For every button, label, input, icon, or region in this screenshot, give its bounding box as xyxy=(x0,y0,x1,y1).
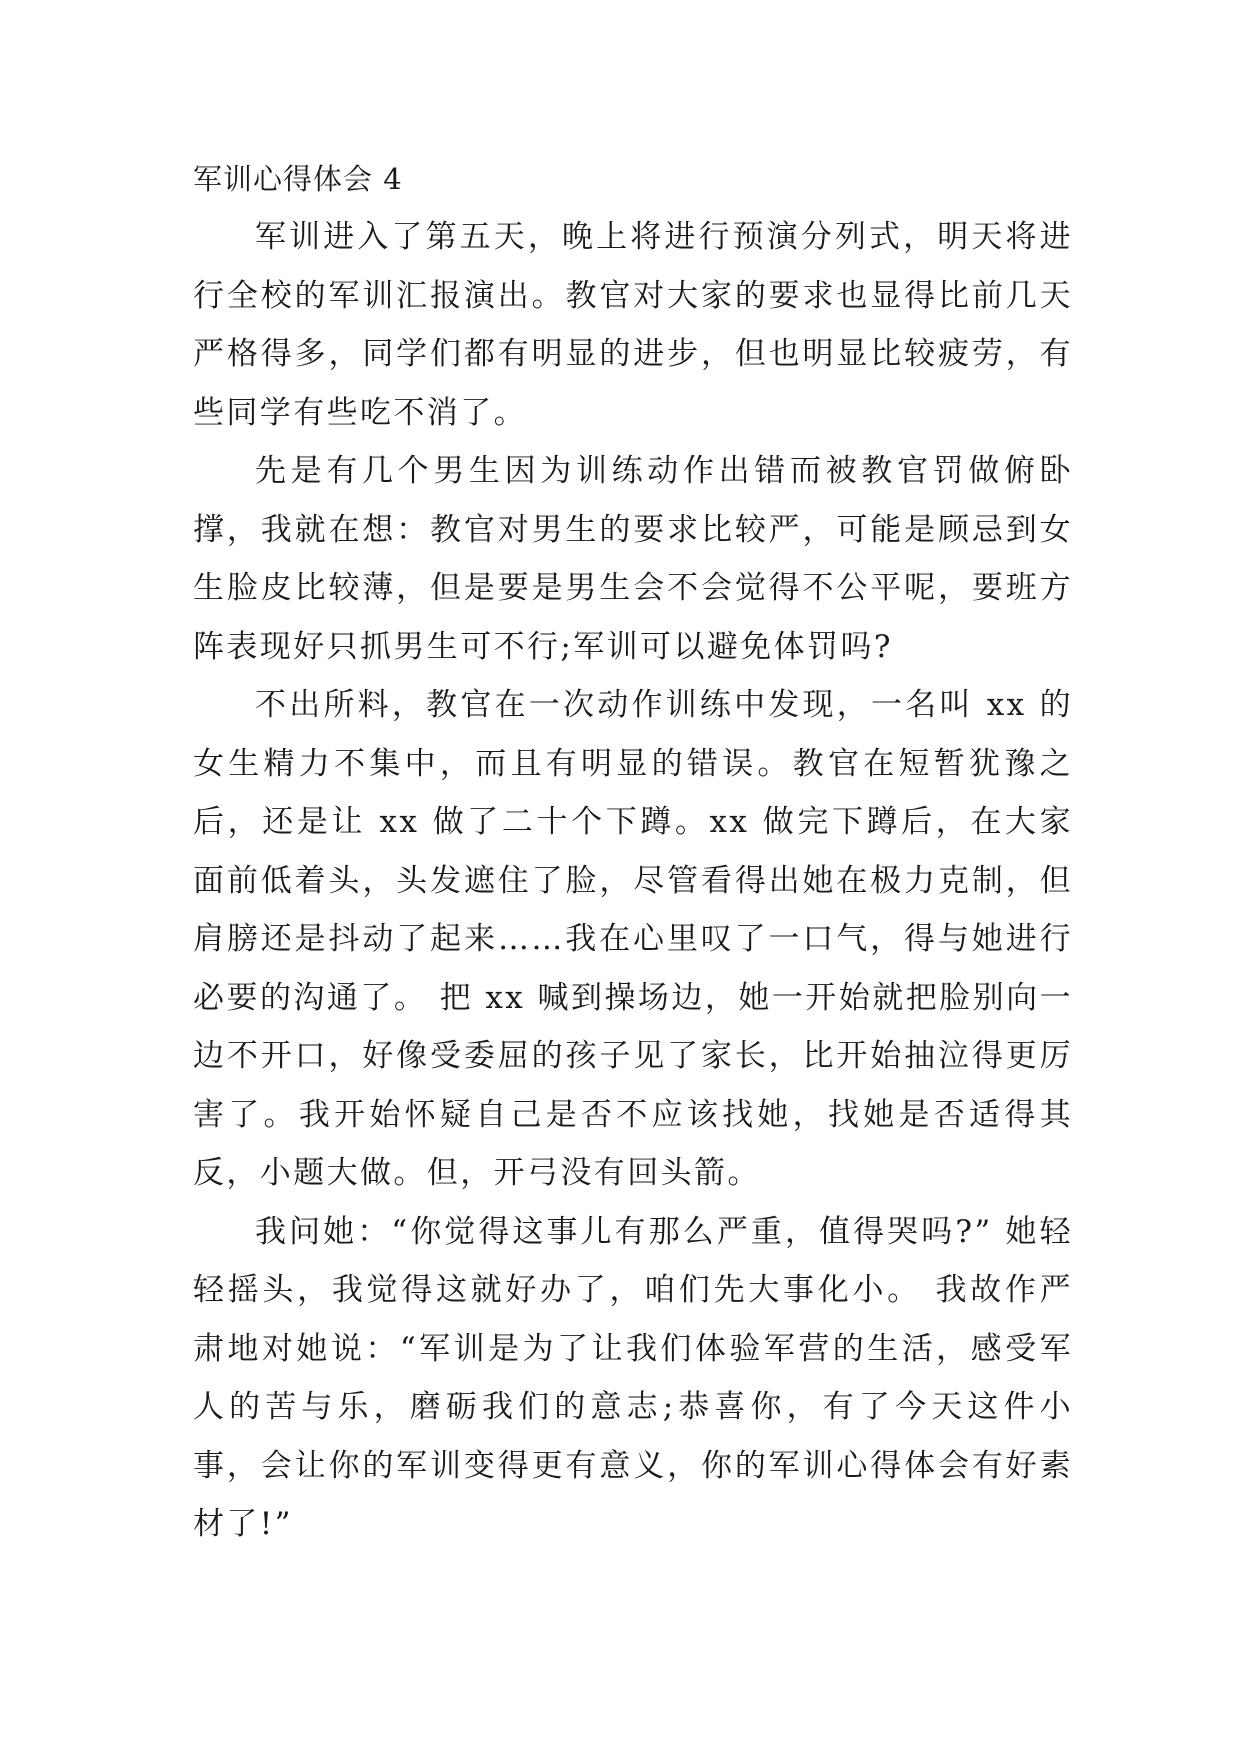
paragraph-2: 先是有几个男生因为训练动作出错而被教官罚做俯卧撑，我就在想：教官对男生的要求比较严，可能是顾忌到女生脸皮比较薄，但是要是男生会不会觉得不公平呢，要班方阵表现好只抓男生可不行;军训可以避免体罚吗? xyxy=(193,453,1073,665)
paragraph-3: 不出所料，教官在一次动作训练中发现，一名叫 xx 的女生精力不集中，而且有明显的错误。教官在短暂犹豫之后，还是让 xx 做了二十个下蹲。xx 做完下蹲后，在大家面前低着头，头发遮住了脸，尽管看得出她在极力克制，但肩膀还是抖动了起来……我在心里叹了一口气，得与她进行必要的沟通了。 把 xx 喊到操场边，她一开始就把脸别向一边不开口，好像受委屈的孩子见了家长，比开始抽泣得更厉害了。我开始怀疑自己是否不应该找她，找她是否适得其反，小题大做。但，开弓没有回头箭。 xyxy=(193,687,1073,1191)
paragraph-1: 军训进入了第五天，晚上将进行预演分列式，明天将进行全校的军训汇报演出。教官对大家的要求也显得比前几天严格得多，同学们都有明显的进步，但也明显比较疲劳，有些同学有些吃不消了。 xyxy=(193,219,1073,431)
document-body xyxy=(193,150,1073,1554)
document-title: 军训心得体会 4 xyxy=(193,162,403,196)
paragraph-4: 我问她：“你觉得这事儿有那么严重，值得哭吗?” 她轻轻摇头，我觉得这就好办了，咱们先大事化小。 我故作严肃地对她说：“军训是为了让我们体验军营的生活，感受军人的苦与乐，磨砺我们的意志;恭喜你，有了今天这件小事，会让你的军训变得更有意义，你的军训心得体会有好素材了!” xyxy=(193,1213,1073,1542)
